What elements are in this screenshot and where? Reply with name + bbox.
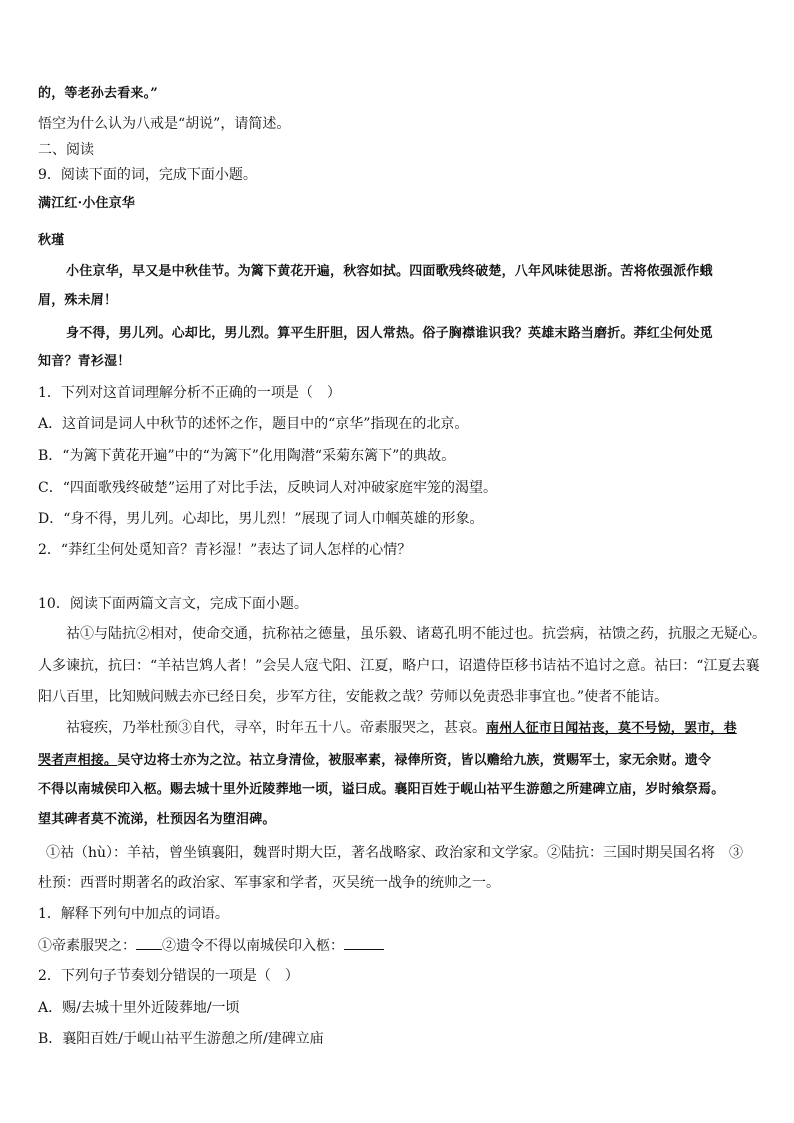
option-b: B．襄阳百姓/于岘山祜平生游憩之所/建碑立庙 [38,1031,324,1047]
sub-question-2: 2．“莽红尘何处觅知音？青衫湿！”表达了词人怎样的心情？ [38,542,412,558]
question-number-9: 9．阅读下面的词，完成下面小题。 [38,167,257,183]
underlined-segment: 南州人征市日闻祜丧，莫不号恸，罢市，巷 [486,721,737,736]
blank-prompt: ②遗令不得以南城侯印入柩： [162,938,344,954]
option-c: C．“四面歌残终破楚”运用了对比手法，反映词人对冲破家庭牢笼的渴望。 [38,480,498,496]
poem-line: 小住京华，早又是中秋佳节。为篱下黄花开遍，秋容如拭。四面歌残终破楚，八年风味徒思浙。苦将侬强派作蛾 [66,264,713,279]
poem-line: 眉，殊未屑！ [38,293,118,308]
classical-text-line: 祜①与陆抗②相对，使命交通，抗称祜之德量，虽乐毅、诸葛孔明不能过也。抗尝病，祜馈之药，抗服之无疑心。 [66,626,766,642]
option-b: B．“为篱下黄花开遍”中的“为篱下”化用陶潜“采菊东篱下”的典故。 [38,448,456,464]
classical-text-line [38,750,711,771]
footnote: ①祜（hù）：羊祜，曾坐镇襄阳，魏晋时期大臣，著名战略家、政治家和文学家。②陆抗：三国时期吴国名将 ③ [46,845,744,861]
poem-line: 知音？青衫湿！ [38,354,131,369]
classical-text-line: 阳八百里，比知贼问贼去亦已经日矣，步军方往，安能救之哉？劳师以免责恐非事宜也。”使者不能诘。 [38,689,669,705]
blank-prompt: ①帝素服哭之： [38,938,136,954]
option-a: A．赐/去城十里外近陵葬地/一顷 [38,1000,240,1016]
classical-text-line: 望其碑者莫不流涕，杜预因名为堕泪碑。 [38,812,276,827]
option-a: A．这首词是词人中秋节的述怀之作，题目中的“京华”指现在的北京。 [38,416,469,432]
sub-question-1: 1．解释下列句中加点的词语。 [38,906,229,922]
poem-title: 满江红·小住京华 [38,196,136,211]
passage-line: 的，等老孙去看来。” [38,86,158,101]
sub-question-1: 1．下列对这首词理解分析不正确的一项是（ ） [38,385,341,401]
classical-text-line: 不得以南城侯印入柩。赐去城十里外近陵葬地一顷，谥曰成。襄阳百姓于岘山祜平生游憩之所建碑立庙，岁时飨祭焉。 [38,782,725,797]
poem-author: 秋瑾 [38,233,65,248]
sub-question-2: 2．下列句子节奏划分错误的一项是（ ） [38,968,299,984]
classical-text-line [66,718,737,739]
section-heading: 二、阅读 [38,142,94,158]
question-prompt: 悟空为什么认为八戒是“胡说”，请简述。 [38,116,291,132]
classical-text-line: 人多谏抗，抗曰：“羊祜岂鸩人者！”会吴人寇弋阳、江夏，略户口，诏遣侍臣移书诘祜不追讨之意。祜曰：“江夏去襄 [38,658,760,674]
footnote: 杜预：西晋时期著名的政治家、军事家和学者，灭吴统一战争的统帅之一。 [38,875,500,891]
fill-blank-line [38,935,384,956]
poem-line: 身不得，男儿列。心却比，男儿烈。算平生肝胆，因人常热。俗子胸襟谁识我？英雄末路当磨折。莽红尘何处觅 [66,326,713,341]
answer-blank [344,935,384,950]
underlined-segment: 哭者声相接。 [38,753,118,768]
question-number-10: 10．阅读下面两篇文言文，完成下面小题。 [38,596,308,612]
text-segment: 祜寝疾，乃举杜预③自代，寻卒，时年五十八。帝素服哭之，甚哀。 [66,720,486,736]
text-segment: 吴守边将士亦为之泣。祜立身清俭，被服率素，禄俸所资，皆以赡给九族，赏赐军士，家无余财。遗令 [117,753,712,768]
option-d: D．“身不得，男儿列。心却比，男儿烈！”展现了词人巾帼英雄的形象。 [38,511,484,527]
answer-blank [136,935,162,950]
